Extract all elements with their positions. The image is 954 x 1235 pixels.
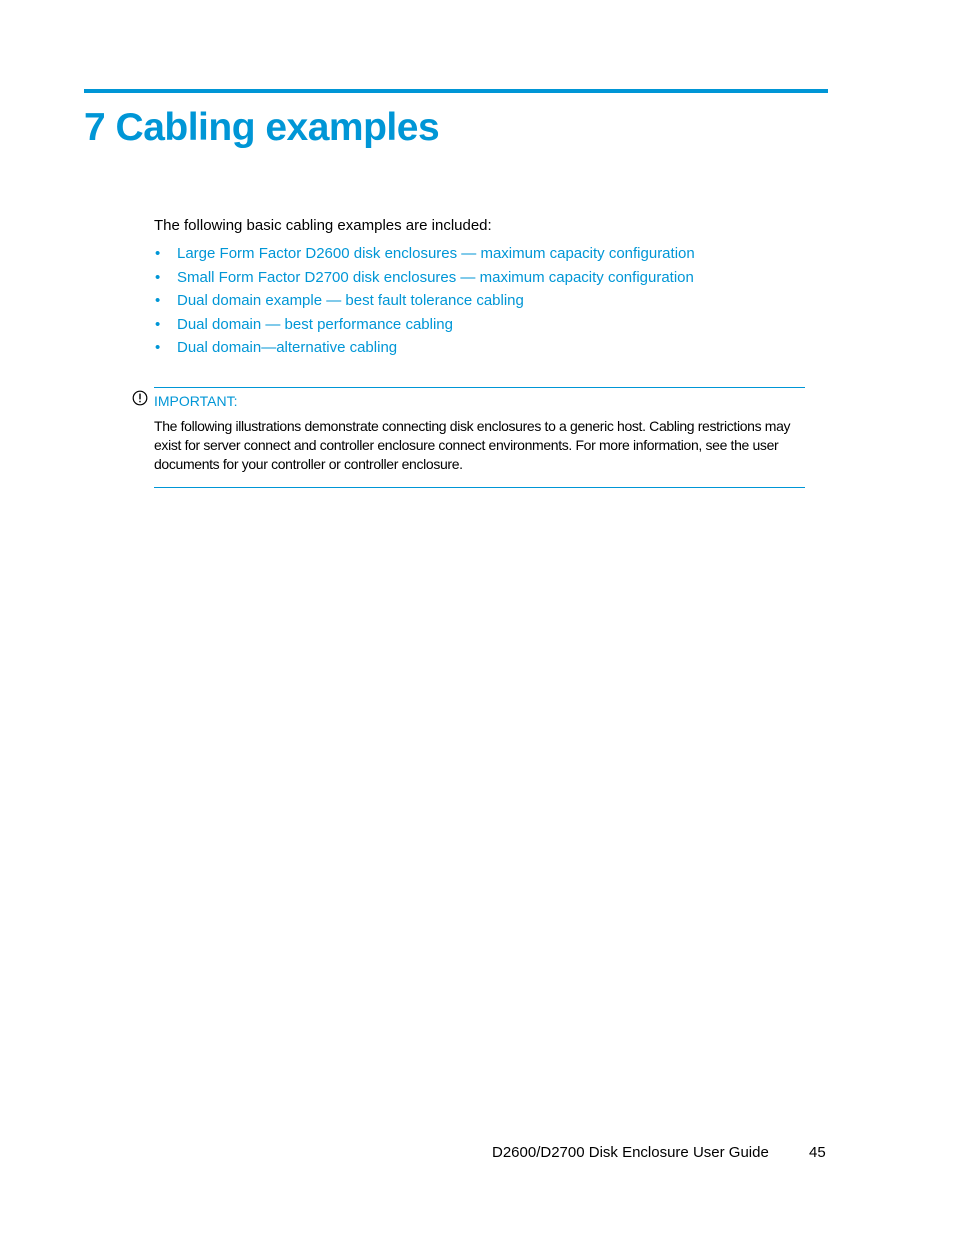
page-number: 45 (809, 1144, 826, 1161)
bullet: • (155, 339, 161, 356)
exclamation-circle-icon (132, 390, 148, 406)
important-label: IMPORTANT: (154, 393, 238, 409)
link-lff-d2600[interactable] (154, 244, 695, 268)
link-dual-domain-fault-tolerance[interactable] (154, 291, 695, 315)
link-label[interactable]: Dual domain example — best fault tolerance cabling (177, 292, 524, 309)
important-text: The following illustrations demonstrate connecting disk enclosures to a generic host. Cabling restrictions may exist for server connect and controller enclosure connect environments. For more information, see the user documents for your controller or controller enclosure. (154, 418, 791, 472)
chapter-title: 7 Cabling examples (84, 106, 440, 149)
example-link-list (154, 244, 695, 362)
link-dual-domain-alternative[interactable] (154, 338, 695, 362)
chapter-rule (84, 89, 828, 93)
link-label[interactable]: Large Form Factor D2600 disk enclosures — maximum capacity configuration (177, 245, 695, 262)
bullet: • (155, 268, 161, 286)
link-label[interactable]: Dual domain—alternative cabling (177, 339, 398, 356)
link-label[interactable]: Dual domain — best performance cabling (177, 315, 453, 333)
link-label[interactable]: Small Form Factor D2700 disk enclosures — maximum capacity configuration (177, 268, 694, 286)
bullet: • (155, 245, 161, 262)
footer-guide-title: D2600/D2700 Disk Enclosure User Guide (492, 1144, 769, 1161)
intro-text: The following basic cabling examples are included: (154, 217, 492, 234)
link-sff-d2700[interactable] (154, 268, 695, 292)
bullet: • (155, 315, 161, 333)
bullet: • (155, 292, 161, 309)
link-dual-domain-performance[interactable] (154, 315, 695, 339)
